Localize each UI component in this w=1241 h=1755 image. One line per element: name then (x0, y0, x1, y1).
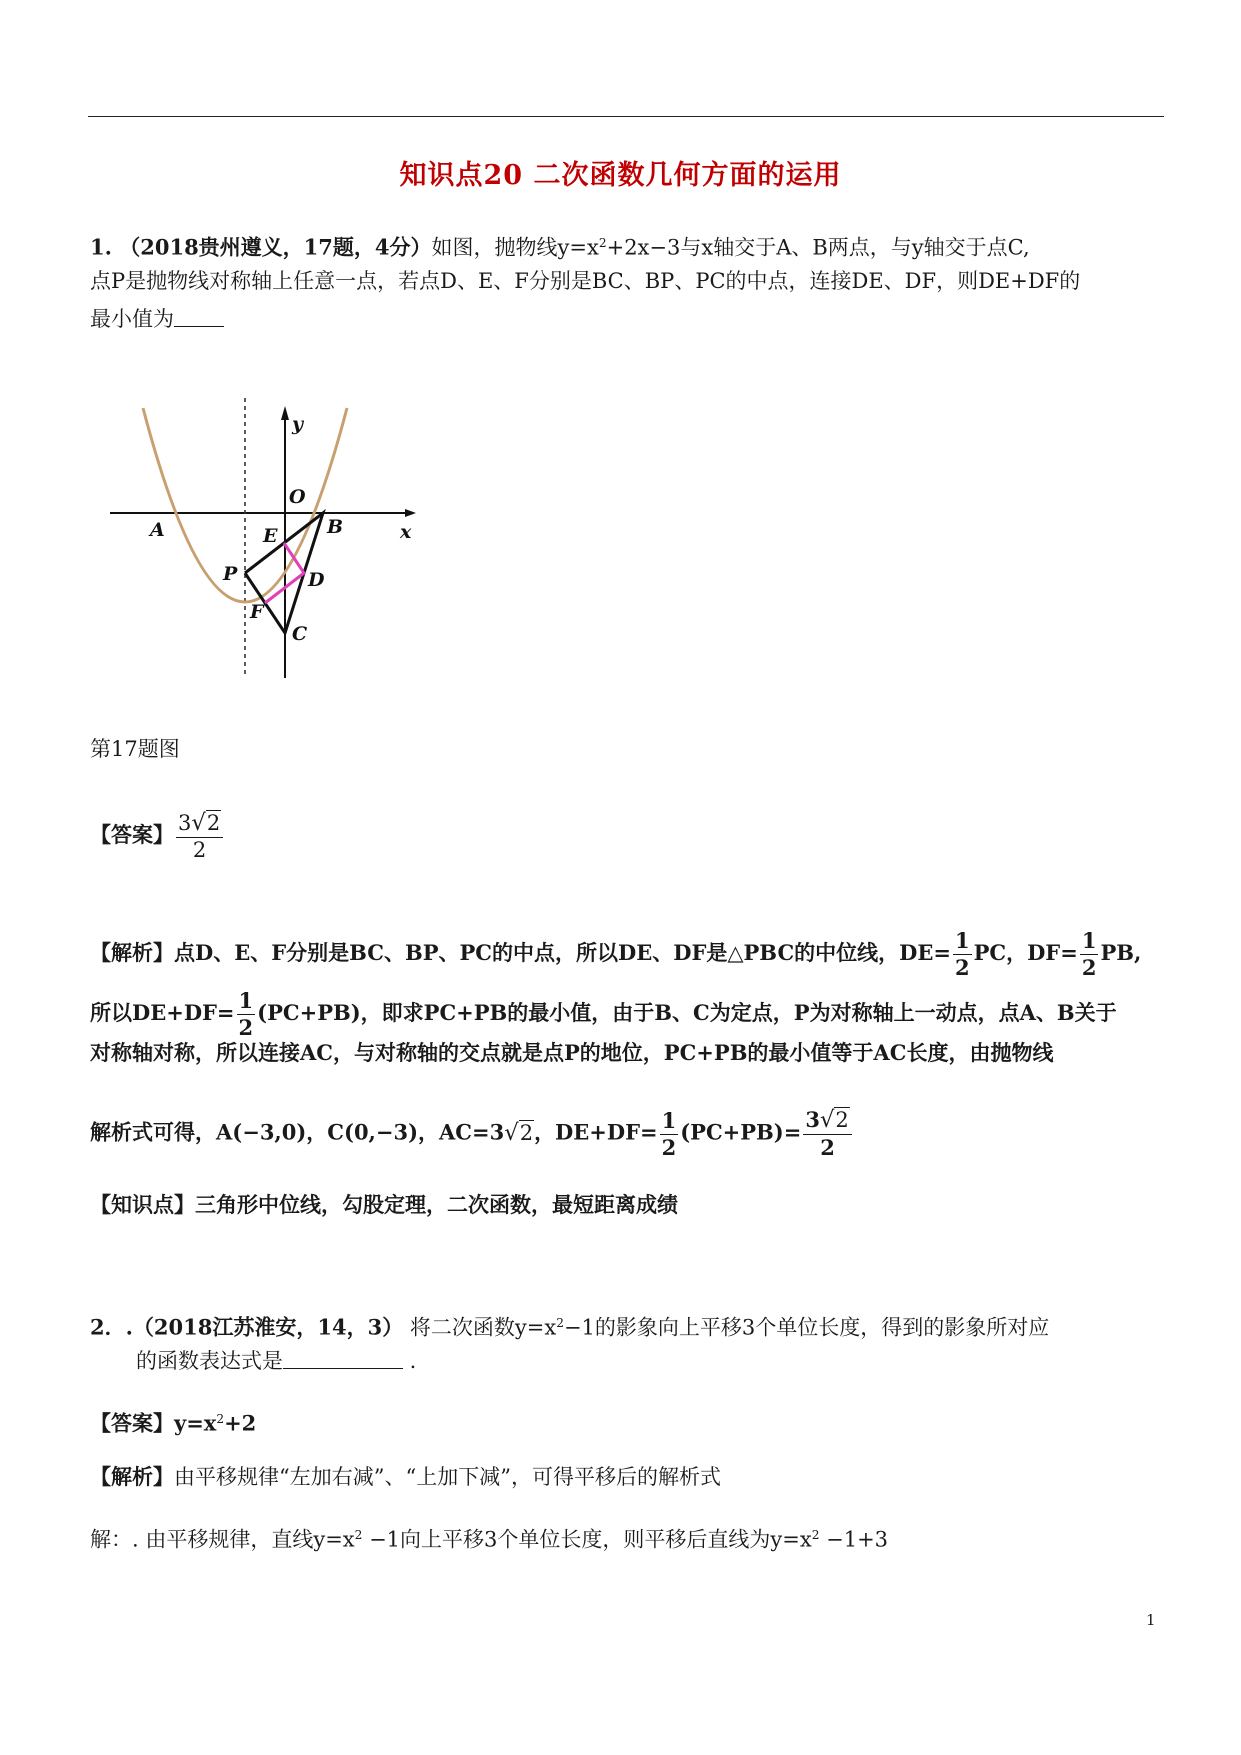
text-run: 由平移规律“左加右减”、“上加下减”，可得平移后的解析式 (174, 1465, 721, 1489)
label-p: P (223, 563, 238, 585)
denominator (176, 837, 223, 863)
q1-answer (90, 810, 225, 863)
square-root (820, 1107, 850, 1134)
bold-run: PC，DF= (973, 940, 1078, 966)
q2-solution (90, 1520, 888, 1554)
bold-run: 【答案】y=x (90, 1410, 217, 1436)
page-number: 1 (1146, 1611, 1156, 1629)
fraction (660, 1108, 679, 1161)
bold-run: 1 (954, 928, 970, 953)
numerator (176, 810, 223, 837)
q1-knowledge-points (90, 1190, 678, 1220)
radical-sign-icon: √ (504, 1119, 519, 1146)
text-run: 点P是抛物线对称轴上任意一点，若点D、E、F分别是BC、BP、PC的中点，连接DE、DF，则DE+DF的 (90, 269, 1081, 293)
text-run: 解：. 由平移规律，直线y=x (90, 1527, 355, 1552)
answer-blank (174, 304, 224, 327)
superscript: 2 (811, 1528, 820, 1542)
bold-run: 2．.（2018江苏淮安，14，3） (90, 1314, 404, 1340)
fraction (176, 810, 223, 863)
radicand: 2 (519, 1120, 534, 1145)
q1-figure-caption: 第17题图 (90, 737, 180, 761)
text-run: −1向上平移3个单位长度，则平移后直线为y=x (362, 1527, 812, 1552)
label-y: y (292, 413, 304, 435)
square-root (504, 1118, 534, 1148)
bold-run: 1 (1081, 928, 1097, 953)
page-title: 知识点20 二次函数几何方面的运用 (399, 160, 842, 191)
denominator (660, 1134, 679, 1161)
bold-run: (PC+PB)，即求PC+PB的最小值，由于B、C为定点，P为对称轴上一动点，点A、B关于 (257, 1000, 1117, 1026)
fraction (953, 928, 972, 981)
y-axis-arrow (281, 406, 289, 420)
bold-run: 1 (661, 1107, 677, 1133)
bold-run: 解析式可得，A(−3,0)，C(0,−3)，AC=3 (90, 1119, 505, 1145)
numerator (237, 988, 256, 1014)
label-c: C (292, 623, 308, 645)
q1-analysis-line-2 (90, 988, 1117, 1041)
bold-run: 2 (954, 955, 970, 981)
numerator (803, 1107, 851, 1134)
radical-sign-icon: √ (191, 810, 206, 836)
denominator (953, 954, 972, 981)
q1-analysis-line-1 (90, 928, 1141, 981)
superscript: 2 (556, 1316, 564, 1330)
q1-stem-line-1 (90, 228, 1030, 262)
q1-analysis-line-4 (90, 1107, 854, 1161)
bold-run: 【答案】 (90, 822, 174, 848)
superscript: 2 (216, 1412, 225, 1426)
bold-run: ，DE+DF= (534, 1119, 658, 1145)
fraction (1080, 928, 1099, 981)
bold-run: +2 (224, 1410, 257, 1436)
bold-run: (PC+PB)= (680, 1119, 802, 1145)
label-a: A (150, 519, 165, 541)
denominator (1080, 954, 1099, 981)
text-run: 最小值为 (90, 307, 174, 331)
bold-run: 1. （2018贵州遵义，17题，4分） (90, 234, 432, 260)
bold-run: 对称轴对称，所以连接AC，与对称轴的交点就是点P的地位，PC+PB的最小值等于AC长度，由抛物线 (90, 1040, 1054, 1065)
q1-analysis-line-3 (90, 1038, 1053, 1068)
bold-run: 1 (238, 988, 254, 1013)
radicand: 2 (206, 811, 221, 835)
q1-stem-line-3 (90, 304, 224, 334)
header-rule (88, 116, 1164, 117)
superscript: 2 (598, 236, 607, 250)
fraction (237, 988, 256, 1041)
text-run: +2x−3与x轴交于A、B两点，与y轴交于点C, (606, 235, 1030, 260)
text-run: 如图，抛物线y=x (431, 235, 599, 260)
text-run: 3 (178, 811, 192, 835)
radical-sign-icon: √ (819, 1107, 835, 1133)
q2-stem-line-2 (136, 1346, 416, 1376)
bold-run: 【解析】点D、E、F分别是BC、BP、PC的中点，所以DE、DF是△PBC的中位线，DE= (90, 940, 951, 966)
numerator (1080, 928, 1099, 954)
bold-run: 2 (820, 1135, 835, 1161)
radicand: 2 (835, 1108, 849, 1132)
superscript: 2 (354, 1528, 363, 1542)
numerator (660, 1108, 679, 1134)
label-x: x (400, 521, 412, 543)
bold-run: 【知识点】三角形中位线，勾股定理，二次函数，最短距离成绩 (90, 1192, 678, 1217)
fraction (803, 1107, 851, 1161)
q1-stem-line-2 (90, 266, 1080, 296)
bold-run: 【解析】 (90, 1464, 174, 1489)
q2-analysis (90, 1462, 721, 1492)
label-o: O (289, 486, 306, 508)
label-d: D (308, 569, 325, 591)
bold-run: 2 (1081, 955, 1097, 981)
bold-run: 2 (661, 1134, 677, 1160)
bold-run: 所以DE+DF= (90, 1000, 235, 1026)
text-run: 的函数表达式是 (136, 1349, 283, 1373)
label-f: F (250, 601, 264, 623)
x-axis-arrow (405, 509, 416, 517)
denominator (803, 1134, 851, 1161)
text-run: 2 (192, 838, 207, 863)
label-b: B (327, 516, 344, 538)
numerator (953, 928, 972, 954)
bold-run: 3 (805, 1107, 820, 1132)
answer-blank (283, 1346, 403, 1369)
text-run: −1+3 (819, 1527, 889, 1552)
q2-answer (90, 1404, 256, 1438)
text-run: 将二次函数y=x (403, 1315, 557, 1340)
bold-run: PB, (1100, 940, 1142, 966)
q2-stem-line-1 (90, 1308, 1049, 1342)
square-root (191, 810, 221, 837)
bold-run: 2 (238, 1015, 254, 1041)
label-e: E (263, 525, 278, 547)
q1-figure (100, 378, 430, 708)
text-run: −1的影象向上平移3个单位长度，得到的影象所对应 (563, 1315, 1050, 1340)
text-run: . (403, 1349, 417, 1373)
